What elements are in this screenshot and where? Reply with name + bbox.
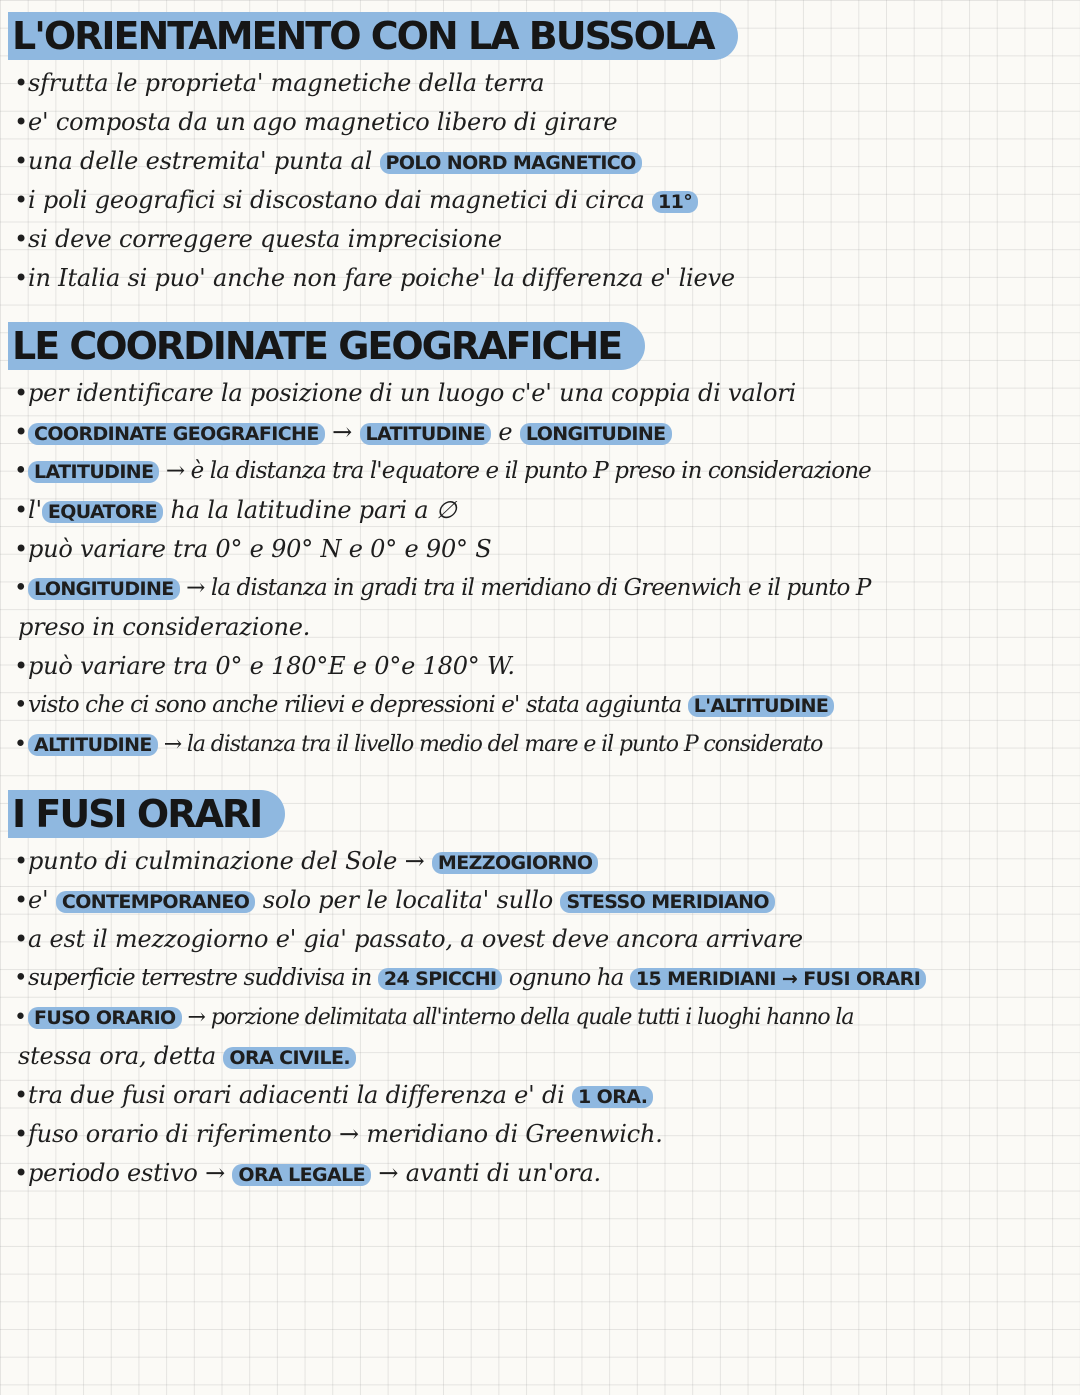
- list-item: •i poli geografici si discostano dai magnetici di circa 11°: [0, 181, 1080, 220]
- list-item: •per identificare la posizione di un luogo c'e' una coppia di valori: [0, 374, 1080, 413]
- list-item: • LONGITUDINE → la distanza in gradi tra il meridiano di Greenwich e il punto P: [0, 569, 1080, 608]
- bullet-icon: •: [14, 1159, 28, 1187]
- list-item: •e' composta da un ago magnetico libero di girare: [0, 103, 1080, 142]
- bullet-icon: •: [14, 692, 27, 718]
- list-item: •una delle estremita' punta al POLO NORD MAGNETICO: [0, 142, 1080, 181]
- bullet-icon: •: [14, 264, 28, 292]
- bullet-icon: •: [14, 418, 28, 446]
- list-item: •e' CONTEMPORANEO solo per le localita' sullo STESSO MERIDIANO: [0, 881, 1080, 920]
- bullet-icon: •: [14, 847, 28, 875]
- coordinate-list: [0, 374, 1080, 764]
- list-item-continuation: stessa ora, detta ORA CIVILE.: [0, 1037, 1080, 1076]
- list-item: •tra due fusi orari adiacenti la differenza e' di 1 ORA.: [0, 1076, 1080, 1115]
- highlight: LATITUDINE: [360, 423, 491, 445]
- highlight: ORA CIVILE.: [223, 1047, 356, 1069]
- list-item: •punto di culminazione del Sole → MEZZOGIORNO: [0, 842, 1080, 881]
- bussola-list: [0, 64, 1080, 298]
- section-fusi-orari: [0, 790, 1080, 1193]
- fusi-list: [0, 842, 1080, 1193]
- highlight: MEZZOGIORNO: [432, 852, 599, 874]
- list-item: •fuso orario di riferimento → meridiano di Greenwich.: [0, 1115, 1080, 1154]
- section-title-bussola: L'ORIENTAMENTO CON LA BUSSOLA: [8, 12, 738, 60]
- highlight: LONGITUDINE: [520, 423, 672, 445]
- bullet-icon: •: [14, 379, 28, 407]
- list-item: •superficie terrestre suddivisa in 24 SPICCHI ognuno ha 15 MERIDIANI → FUSI ORARI: [0, 959, 1080, 998]
- list-item: • COORDINATE GEOGRAFICHE → LATITUDINE e LONGITUDINE: [0, 413, 1080, 452]
- section-coordinate: [0, 322, 1080, 764]
- bullet-icon: •: [14, 69, 28, 97]
- section-title-fusi-orari: I FUSI ORARI: [8, 790, 285, 838]
- highlight: 11°: [652, 191, 698, 213]
- list-item: • FUSO ORARIO → porzione delimitata all'interno della quale tutti i luoghi hanno la: [0, 998, 1080, 1037]
- highlight: L'ALTITUDINE: [688, 695, 835, 717]
- bullet-icon: •: [14, 1081, 28, 1109]
- list-item: •si deve correggere questa imprecisione: [0, 220, 1080, 259]
- bullet-icon: •: [14, 186, 28, 214]
- bullet-icon: •: [14, 496, 28, 524]
- bullet-icon: •: [14, 1005, 26, 1030]
- list-item-continuation: preso in considerazione.: [18, 613, 311, 641]
- list-item: •sfrutta le proprieta' magnetiche della terra: [0, 64, 1080, 103]
- list-item: •periodo estivo → ORA LEGALE → avanti di un'ora.: [0, 1154, 1080, 1193]
- list-item: •l' EQUATORE ha la latitudine pari a ∅: [0, 491, 1080, 530]
- list-item: • ALTITUDINE → la distanza tra il livello medio del mare e il punto P considerato: [0, 725, 1080, 764]
- list-item: •può variare tra 0° e 90° N e 0° e 90° S: [0, 530, 1080, 569]
- bullet-icon: •: [14, 147, 28, 175]
- bullet-icon: •: [14, 225, 28, 253]
- section-bussola: [0, 12, 1080, 298]
- highlight: LATITUDINE: [28, 461, 159, 483]
- list-item: • LATITUDINE → è la distanza tra l'equatore e il punto P preso in considerazione: [0, 452, 1080, 491]
- bullet-icon: •: [14, 965, 27, 991]
- highlight: 15 MERIDIANI → FUSI ORARI: [630, 968, 926, 990]
- highlight: 24 SPICCHI: [378, 968, 503, 990]
- bullet-icon: •: [14, 108, 28, 136]
- highlight: LONGITUDINE: [28, 578, 180, 600]
- highlight: ALTITUDINE: [28, 734, 158, 756]
- highlight: COORDINATE GEOGRAFICHE: [28, 423, 325, 445]
- bullet-icon: •: [14, 1120, 28, 1148]
- bullet-icon: •: [14, 652, 28, 680]
- bullet-icon: •: [14, 535, 28, 563]
- section-title-coordinate: LE COORDINATE GEOGRAFICHE: [8, 322, 645, 370]
- bullet-icon: •: [14, 458, 27, 484]
- highlight: CONTEMPORANEO: [56, 891, 256, 913]
- bullet-icon: •: [14, 886, 28, 914]
- highlight: POLO NORD MAGNETICO: [380, 152, 642, 174]
- highlight: EQUATORE: [42, 501, 163, 523]
- bullet-icon: •: [14, 575, 27, 601]
- highlight: STESSO MERIDIANO: [560, 891, 775, 913]
- list-item: •in Italia si puo' anche non fare poiche' la differenza e' lieve: [0, 259, 1080, 298]
- highlight: ORA LEGALE: [232, 1164, 371, 1186]
- bullet-icon: •: [14, 925, 28, 953]
- list-item: •può variare tra 0° e 180°E e 0°e 180° W.: [0, 647, 1080, 686]
- highlight: FUSO ORARIO: [28, 1007, 182, 1029]
- list-item: •visto che ci sono anche rilievi e depressioni e' stata aggiunta L'ALTITUDINE: [0, 686, 1080, 725]
- highlight: 1 ORA.: [572, 1086, 653, 1108]
- list-item: •a est il mezzogiorno e' gia' passato, a ovest deve ancora arrivare: [0, 920, 1080, 959]
- bullet-icon: •: [14, 732, 26, 757]
